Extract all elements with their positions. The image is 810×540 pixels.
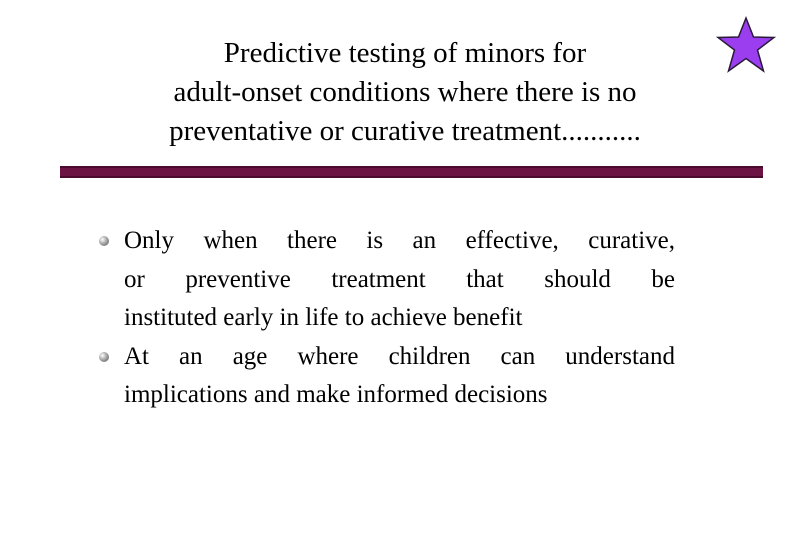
bullet-line: implications and make informed decisions bbox=[124, 381, 548, 408]
star-icon bbox=[716, 16, 776, 74]
title-line: preventative or curative treatment........... bbox=[169, 115, 641, 147]
bullet-line: or preventive treatment that should be bbox=[124, 265, 675, 293]
bullet-item bbox=[95, 338, 675, 415]
bullet-line: Only when there is an effective, curative, bbox=[124, 227, 675, 254]
slide-title bbox=[70, 34, 740, 151]
title-line: Predictive testing of minors for bbox=[223, 37, 587, 69]
bullet-dot-icon bbox=[99, 236, 109, 246]
title-divider bbox=[60, 166, 763, 178]
bullet-dot-icon bbox=[99, 352, 109, 362]
bullet-list bbox=[95, 222, 675, 415]
bullet-line: At an age where children can understand bbox=[124, 342, 675, 370]
title-line: adult-onset conditions where there is no bbox=[173, 76, 637, 108]
bullet-line: instituted early in life to achieve benefit bbox=[124, 304, 523, 331]
bullet-item bbox=[95, 222, 675, 338]
